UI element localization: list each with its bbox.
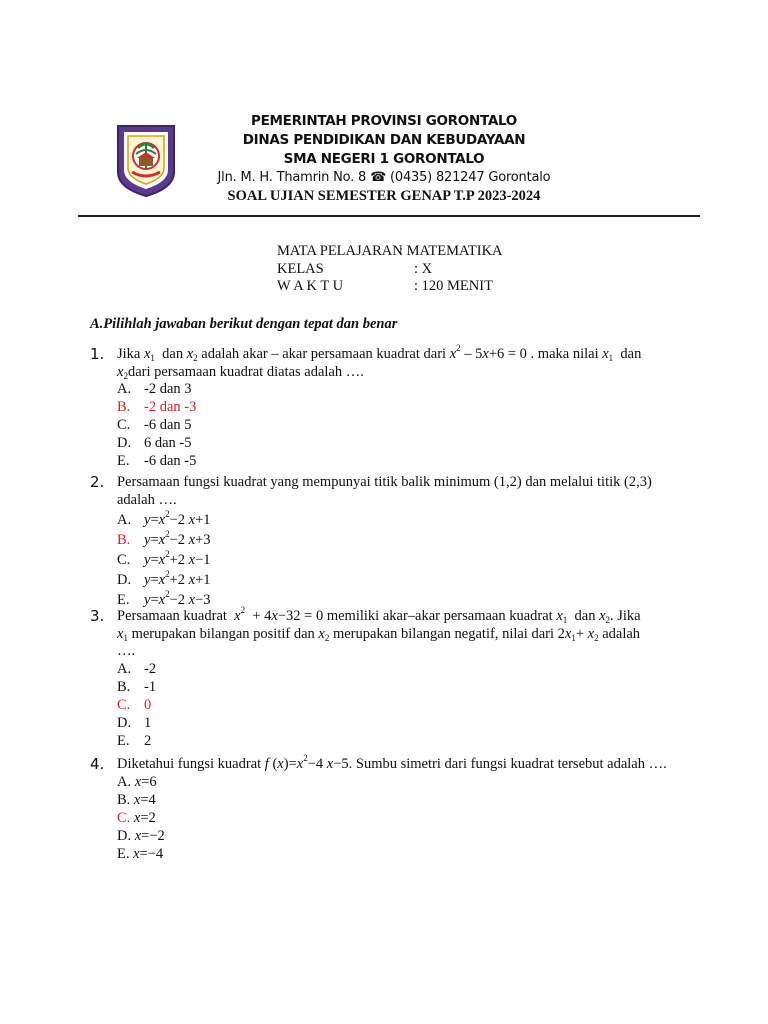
question-text: Jika $x_1$ dan $x_2$ adalah akar – akar persamaan kuadrat dari $x^2 - 5x+6 = 0$ . maka nilai $x_1$ dan $x_2dari$ persamaan kuadrat diatas adalah …. (117, 343, 642, 381)
option-c-answer[interactable]: C. 0 (117, 696, 152, 713)
class-label: KELAS (277, 260, 324, 277)
header-school: SMA NEGERI 1 GORONTALO (283, 151, 485, 167)
info-class (277, 261, 503, 279)
question-number: 1. (90, 345, 105, 363)
header-contact (0, 170, 768, 185)
header-phone: (0435) 821247 Gorontalo (390, 170, 551, 185)
option-c[interactable]: C. -6 dan 5 (117, 417, 192, 433)
header-divider (78, 215, 700, 217)
subject-label: MATA PELAJARAN (277, 243, 403, 259)
question-1 (90, 343, 690, 471)
info-time (277, 278, 503, 296)
option-e[interactable]: E. x=−4 (117, 845, 164, 862)
question-text: Persamaan kuadrat $x^2 + 4x-32 = 0$ memiliki akar–akar persamaan kuadrat $x_1$ dan $x_2$. Jika $x_1$ merupakan bilangan positif dan $x_2$ merupakan bilangan negatif, nilai dari $2x_1+ x_2$ adalah …. (117, 605, 641, 659)
class-value: : X (414, 260, 433, 277)
header-department: DINAS PENDIDIKAN DAN KEBUDAYAAN (242, 132, 526, 148)
option-b-answer[interactable]: B. -2 dan -3 (117, 399, 197, 415)
header-address: Jln. M. H. Thamrin No. 8 (217, 170, 367, 185)
question-number: 2. (90, 473, 105, 491)
option-e[interactable]: E. 2 (117, 732, 152, 749)
time-label: W A K T U (277, 278, 344, 294)
option-c[interactable]: C. $y=x^2+2$ x−1 (117, 549, 211, 568)
question-3 (90, 605, 690, 751)
info-subject (277, 243, 503, 261)
exam-info (277, 243, 503, 296)
question-number: 4. (90, 755, 105, 773)
time-value: : 120 MENIT (414, 278, 493, 294)
option-a[interactable]: A. x=6 (117, 773, 157, 790)
question-number: 3. (90, 607, 105, 625)
option-b-answer[interactable]: B. $y=x^2-2$ x+3 (117, 529, 211, 548)
header-government: PEMERINTAH PROVINSI GORONTALO (251, 113, 517, 129)
option-d[interactable]: D. x=−2 (117, 827, 165, 844)
option-e[interactable]: E. $y=x^2-2$ x−3 (117, 589, 211, 608)
phone-icon: ☎ (370, 170, 387, 185)
option-b[interactable]: B. x=4 (117, 791, 156, 808)
option-b[interactable]: B. -1 (117, 678, 157, 695)
option-a[interactable]: A. -2 dan 3 (117, 381, 192, 397)
option-c-answer[interactable]: C. x=2 (117, 809, 156, 826)
option-a[interactable]: A. $y=x^2-2$ x+1 (117, 509, 211, 528)
option-a[interactable]: A. -2 (117, 660, 157, 677)
question-text: Persamaan fungsi kuadrat yang mempunyai titik balik minimum (1,2) dan melalui titik (2,3) adalah …. (117, 474, 652, 508)
question-4 (90, 753, 690, 864)
exam-title: SOAL UJIAN SEMESTER GENAP T.P 2023-2024 (227, 188, 541, 204)
section-instruction: A.Pilihlah jawaban berikut dengan tepat dan benar (90, 316, 398, 332)
subject-value: : MATEMATIKA (399, 243, 503, 259)
option-e[interactable]: E. -6 dan -5 (117, 453, 197, 469)
question-2 (90, 474, 690, 610)
question-text: Diketahui fungsi kuadrat f $(x)=x^2-4$ x−5. Sumbu simetri dari fungsi kuadrat tersebut adalah …. (117, 753, 667, 772)
option-d[interactable]: D. 1 (117, 714, 152, 731)
option-d[interactable]: D. $y=x^2+2$ x+1 (117, 569, 211, 588)
option-d[interactable]: D. 6 dan -5 (117, 435, 192, 451)
